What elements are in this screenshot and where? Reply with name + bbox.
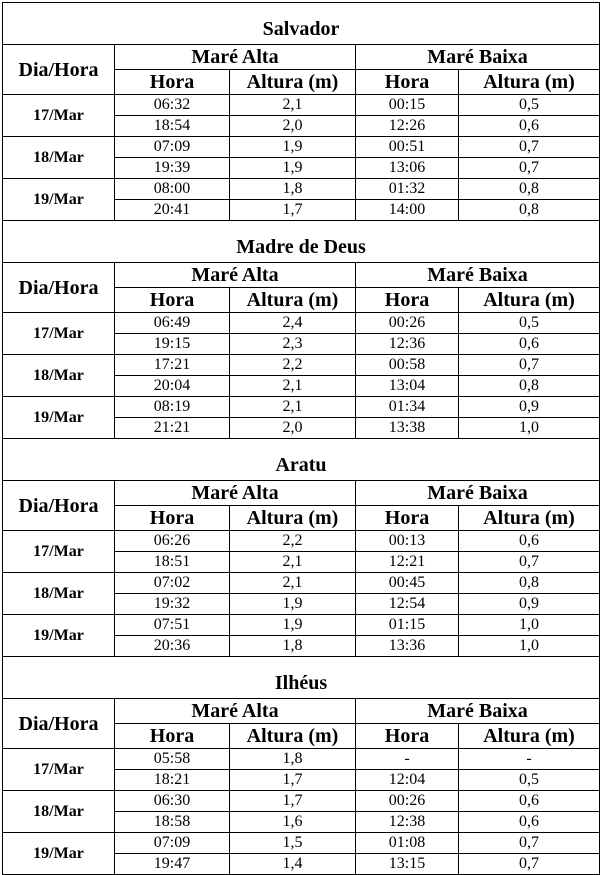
low-tide-time: 13:36 xyxy=(356,636,459,657)
table-row xyxy=(3,531,600,552)
low-tide-time: 14:00 xyxy=(356,200,459,221)
high-tide-time: 18:51 xyxy=(115,552,230,573)
group-header-row xyxy=(3,263,600,288)
low-tide-height: 0,6 xyxy=(459,531,600,552)
altura-header: Altura (m) xyxy=(459,724,600,749)
hora-header: Hora xyxy=(356,724,459,749)
high-tide-time: 18:58 xyxy=(115,812,230,833)
high-tide-time: 06:49 xyxy=(115,313,230,334)
high-tide-height: 2,1 xyxy=(230,95,356,116)
altura-header: Altura (m) xyxy=(459,288,600,313)
day-label: 19/Mar xyxy=(3,397,115,439)
high-tide-height: 1,7 xyxy=(230,200,356,221)
low-tide-height: 0,6 xyxy=(459,791,600,812)
high-tide-time: 05:58 xyxy=(115,749,230,770)
station-name: Ilhéus xyxy=(3,657,600,699)
low-tide-height: 0,7 xyxy=(459,854,600,875)
low-tide-time: 00:13 xyxy=(356,531,459,552)
low-tide-time: 00:58 xyxy=(356,355,459,376)
high-tide-height: 1,7 xyxy=(230,770,356,791)
low-tide-height: - xyxy=(459,749,600,770)
group-header-row xyxy=(3,699,600,724)
high-tide-time: 20:36 xyxy=(115,636,230,657)
low-tide-time: 13:04 xyxy=(356,376,459,397)
table-row xyxy=(3,833,600,854)
low-tide-height: 0,8 xyxy=(459,179,600,200)
station-title-row xyxy=(3,439,600,481)
dia-hora-header: Dia/Hora xyxy=(3,481,115,531)
day-label: 18/Mar xyxy=(3,355,115,397)
low-tide-height: 0,5 xyxy=(459,95,600,116)
low-tide-height: 0,6 xyxy=(459,334,600,355)
low-tide-height: 0,7 xyxy=(459,158,600,179)
table-row xyxy=(3,397,600,418)
hora-header: Hora xyxy=(356,288,459,313)
high-tide-time: 07:09 xyxy=(115,833,230,854)
low-tide-height: 1,0 xyxy=(459,418,600,439)
high-tide-time: 17:21 xyxy=(115,355,230,376)
high-tide-height: 1,9 xyxy=(230,594,356,615)
high-tide-height: 1,7 xyxy=(230,791,356,812)
mare-alta-header: Maré Alta xyxy=(115,699,356,724)
high-tide-time: 18:21 xyxy=(115,770,230,791)
low-tide-height: 0,7 xyxy=(459,137,600,158)
high-tide-time: 07:09 xyxy=(115,137,230,158)
mare-baixa-header: Maré Baixa xyxy=(356,481,600,506)
high-tide-time: 06:26 xyxy=(115,531,230,552)
dia-hora-header: Dia/Hora xyxy=(3,263,115,313)
hora-header: Hora xyxy=(115,506,230,531)
low-tide-time: 01:34 xyxy=(356,397,459,418)
low-tide-time: 12:21 xyxy=(356,552,459,573)
high-tide-height: 2,4 xyxy=(230,313,356,334)
group-header-row xyxy=(3,45,600,70)
high-tide-time: 07:51 xyxy=(115,615,230,636)
low-tide-time: - xyxy=(356,749,459,770)
low-tide-time: 12:26 xyxy=(356,116,459,137)
low-tide-height: 0,7 xyxy=(459,552,600,573)
low-tide-time: 00:51 xyxy=(356,137,459,158)
low-tide-height: 0,7 xyxy=(459,355,600,376)
day-label: 18/Mar xyxy=(3,791,115,833)
high-tide-time: 18:54 xyxy=(115,116,230,137)
mare-alta-header: Maré Alta xyxy=(115,263,356,288)
high-tide-height: 1,8 xyxy=(230,749,356,770)
table-row xyxy=(3,179,600,200)
high-tide-time: 06:30 xyxy=(115,791,230,812)
hora-header: Hora xyxy=(115,70,230,95)
low-tide-time: 12:38 xyxy=(356,812,459,833)
high-tide-height: 2,3 xyxy=(230,334,356,355)
station-title-row xyxy=(3,3,600,45)
high-tide-time: 19:32 xyxy=(115,594,230,615)
low-tide-height: 0,8 xyxy=(459,573,600,594)
altura-header: Altura (m) xyxy=(230,288,356,313)
mare-baixa-header: Maré Baixa xyxy=(356,45,600,70)
station-name: Salvador xyxy=(3,3,600,45)
table-row xyxy=(3,355,600,376)
high-tide-height: 1,9 xyxy=(230,615,356,636)
high-tide-height: 1,4 xyxy=(230,854,356,875)
low-tide-time: 00:45 xyxy=(356,573,459,594)
high-tide-height: 1,8 xyxy=(230,179,356,200)
high-tide-time: 19:47 xyxy=(115,854,230,875)
high-tide-time: 08:19 xyxy=(115,397,230,418)
low-tide-height: 0,8 xyxy=(459,200,600,221)
low-tide-height: 0,6 xyxy=(459,116,600,137)
high-tide-time: 19:15 xyxy=(115,334,230,355)
hora-header: Hora xyxy=(115,288,230,313)
table-row xyxy=(3,313,600,334)
high-tide-height: 2,0 xyxy=(230,418,356,439)
hora-header: Hora xyxy=(356,70,459,95)
high-tide-height: 1,9 xyxy=(230,137,356,158)
altura-header: Altura (m) xyxy=(459,70,600,95)
low-tide-height: 0,5 xyxy=(459,313,600,334)
low-tide-time: 13:06 xyxy=(356,158,459,179)
table-row xyxy=(3,137,600,158)
table-row xyxy=(3,749,600,770)
tide-table xyxy=(2,2,600,875)
altura-header: Altura (m) xyxy=(230,70,356,95)
low-tide-time: 12:36 xyxy=(356,334,459,355)
low-tide-height: 0,6 xyxy=(459,812,600,833)
low-tide-height: 0,8 xyxy=(459,376,600,397)
low-tide-time: 00:26 xyxy=(356,791,459,812)
high-tide-height: 1,5 xyxy=(230,833,356,854)
high-tide-time: 07:02 xyxy=(115,573,230,594)
day-label: 18/Mar xyxy=(3,137,115,179)
high-tide-height: 2,2 xyxy=(230,531,356,552)
high-tide-time: 06:32 xyxy=(115,95,230,116)
table-row xyxy=(3,615,600,636)
low-tide-height: 0,9 xyxy=(459,397,600,418)
high-tide-time: 20:41 xyxy=(115,200,230,221)
day-label: 17/Mar xyxy=(3,531,115,573)
low-tide-height: 0,7 xyxy=(459,833,600,854)
mare-baixa-header: Maré Baixa xyxy=(356,263,600,288)
day-label: 19/Mar xyxy=(3,179,115,221)
low-tide-time: 12:54 xyxy=(356,594,459,615)
low-tide-height: 1,0 xyxy=(459,636,600,657)
low-tide-time: 00:15 xyxy=(356,95,459,116)
station-name: Madre de Deus xyxy=(3,221,600,263)
low-tide-time: 01:32 xyxy=(356,179,459,200)
altura-header: Altura (m) xyxy=(459,506,600,531)
dia-hora-header: Dia/Hora xyxy=(3,699,115,749)
day-label: 17/Mar xyxy=(3,749,115,791)
group-header-row xyxy=(3,481,600,506)
high-tide-height: 1,8 xyxy=(230,636,356,657)
day-label: 19/Mar xyxy=(3,833,115,875)
high-tide-height: 2,0 xyxy=(230,116,356,137)
high-tide-height: 2,1 xyxy=(230,552,356,573)
high-tide-height: 2,1 xyxy=(230,376,356,397)
hora-header: Hora xyxy=(115,724,230,749)
low-tide-time: 00:26 xyxy=(356,313,459,334)
table-row xyxy=(3,791,600,812)
station-title-row xyxy=(3,657,600,699)
table-row xyxy=(3,573,600,594)
day-label: 17/Mar xyxy=(3,95,115,137)
day-label: 18/Mar xyxy=(3,573,115,615)
table-row xyxy=(3,95,600,116)
altura-header: Altura (m) xyxy=(230,724,356,749)
station-title-row xyxy=(3,221,600,263)
hora-header: Hora xyxy=(356,506,459,531)
low-tide-time: 13:38 xyxy=(356,418,459,439)
altura-header: Altura (m) xyxy=(230,506,356,531)
high-tide-height: 2,2 xyxy=(230,355,356,376)
high-tide-time: 20:04 xyxy=(115,376,230,397)
high-tide-time: 19:39 xyxy=(115,158,230,179)
low-tide-height: 0,9 xyxy=(459,594,600,615)
high-tide-height: 2,1 xyxy=(230,397,356,418)
mare-baixa-header: Maré Baixa xyxy=(356,699,600,724)
high-tide-height: 2,1 xyxy=(230,573,356,594)
high-tide-time: 21:21 xyxy=(115,418,230,439)
station-name: Aratu xyxy=(3,439,600,481)
tide-tables xyxy=(2,2,599,875)
mare-alta-header: Maré Alta xyxy=(115,481,356,506)
low-tide-height: 0,5 xyxy=(459,770,600,791)
low-tide-time: 13:15 xyxy=(356,854,459,875)
high-tide-time: 08:00 xyxy=(115,179,230,200)
low-tide-time: 12:04 xyxy=(356,770,459,791)
day-label: 19/Mar xyxy=(3,615,115,657)
mare-alta-header: Maré Alta xyxy=(115,45,356,70)
low-tide-time: 01:08 xyxy=(356,833,459,854)
low-tide-height: 1,0 xyxy=(459,615,600,636)
day-label: 17/Mar xyxy=(3,313,115,355)
dia-hora-header: Dia/Hora xyxy=(3,45,115,95)
high-tide-height: 1,6 xyxy=(230,812,356,833)
low-tide-time: 01:15 xyxy=(356,615,459,636)
high-tide-height: 1,9 xyxy=(230,158,356,179)
